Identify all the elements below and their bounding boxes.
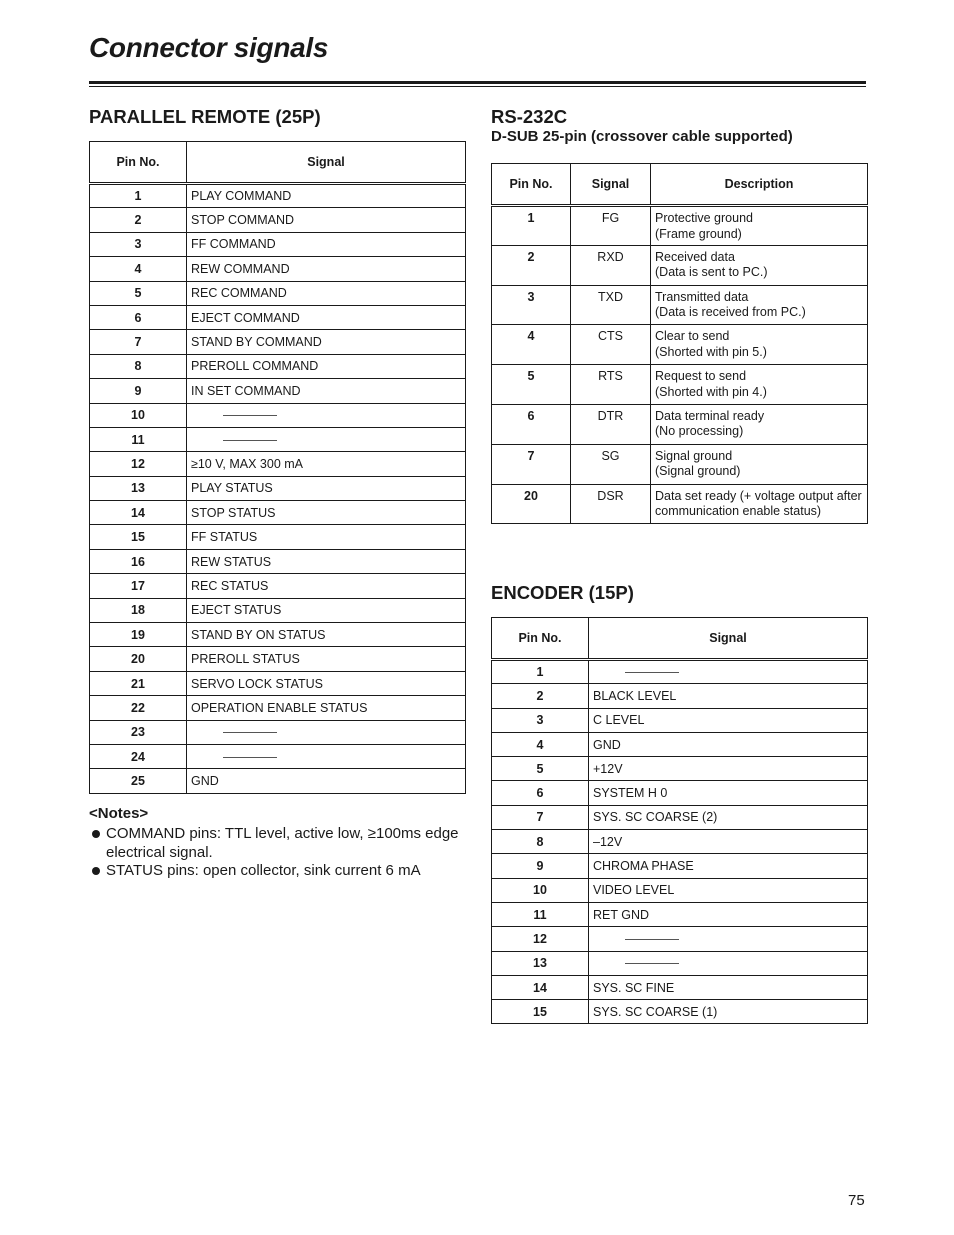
table-header-row [492,618,868,660]
pin-number: 1 [90,184,187,208]
pin-number: 8 [90,354,187,378]
pin-number: 6 [492,781,589,805]
pin-number: 12 [90,452,187,476]
description-line: Request to send [655,369,747,384]
table-row [492,830,868,854]
signal-cell [589,708,868,732]
pin-number: 6 [492,404,571,444]
description-line: (No processing) [655,424,744,439]
pin-number: 3 [492,708,589,732]
table-row [90,232,466,256]
parallel-remote-heading: PARALLEL REMOTE (25P) [89,106,321,127]
pin-number: 21 [90,671,187,695]
signal-name: GND [191,774,219,789]
pin-number: 19 [90,623,187,647]
signal-cell [187,744,466,768]
description-line: Transmitted data [655,289,749,304]
table-row [90,379,466,403]
signal-cell [187,598,466,622]
signal-name: FF COMMAND [191,237,276,252]
pin-number: 13 [492,951,589,975]
pin-number: 10 [492,878,589,902]
signal-cell [187,549,466,573]
table-row [492,1000,868,1024]
table-row [492,325,868,365]
pin-number: 1 [492,660,589,684]
column-header-pin: Pin No. [90,142,187,184]
signal-name: PLAY COMMAND [191,189,292,204]
signal-cell [187,330,466,354]
table-row [492,245,868,285]
table-row [90,744,466,768]
description-cell [651,404,868,444]
signal-cell [589,781,868,805]
pin-number: 22 [90,696,187,720]
pin-number: 2 [492,684,589,708]
signal-cell [589,805,868,829]
signal-name: –12V [593,834,623,849]
description-line: (Shorted with pin 4.) [655,384,767,399]
table-row [492,975,868,999]
table-row [90,598,466,622]
pin-number: 24 [90,744,187,768]
column-header-signal: Signal [571,164,651,206]
column-header-description: Description [651,164,868,206]
description-line: (Signal ground) [655,464,741,479]
table-row [90,671,466,695]
signal-name: STAND BY ON STATUS [191,627,326,642]
table-row [90,549,466,573]
table-header-row [492,164,868,206]
signal-name: TXD [571,285,651,325]
table-row [90,208,466,232]
unused-pin-dash [223,415,277,416]
parallel-remote-table [89,141,466,794]
signal-name: SYSTEM H 0 [593,786,668,801]
signal-cell [187,354,466,378]
table-row [90,501,466,525]
signal-name: STOP STATUS [191,505,276,520]
pin-number: 2 [492,245,571,285]
signal-name: PLAY STATUS [191,481,273,496]
signal-name: RTS [571,365,651,405]
table-header-row [90,142,466,184]
table-row [492,781,868,805]
signal-cell [589,975,868,999]
table-row [492,902,868,926]
pin-number: 25 [90,769,187,793]
table-row [492,732,868,756]
table-row [90,696,466,720]
table-row [90,769,466,793]
signal-name: STOP COMMAND [191,213,295,228]
table-row [90,574,466,598]
signal-name: EJECT STATUS [191,603,282,618]
description-line: Data set ready (+ voltage output after [655,488,862,503]
signal-name: SERVO LOCK STATUS [191,676,323,691]
unused-pin-dash [223,732,277,733]
description-cell [651,444,868,484]
signal-name: FG [571,206,651,246]
table-row [90,330,466,354]
pin-number: 15 [492,1000,589,1024]
table-row [90,623,466,647]
signal-name: +12V [593,761,623,776]
signal-cell [187,305,466,329]
signal-name: REW STATUS [191,554,272,569]
signal-cell [187,452,466,476]
description-cell [651,325,868,365]
signal-cell [589,951,868,975]
signal-name: SYS. SC COARSE (2) [593,810,718,825]
signal-cell [589,830,868,854]
signal-cell [187,525,466,549]
page-number: 75 [848,1192,865,1209]
pin-number: 20 [90,647,187,671]
pin-number: 9 [492,854,589,878]
unused-pin-dash [223,757,277,758]
pin-number: 5 [492,757,589,781]
encoder-table [491,617,868,1024]
column-header-pin: Pin No. [492,164,571,206]
unused-pin-dash [625,939,679,940]
pin-number: 11 [90,427,187,451]
pin-number: 7 [492,444,571,484]
pin-number: 15 [90,525,187,549]
note-text: COMMAND pins: TTL level, active low, ≥100ms edge electrical signal. [106,825,459,861]
table-row [492,444,868,484]
signal-name: CTS [571,325,651,365]
pin-number: 3 [492,285,571,325]
pin-number: 2 [90,208,187,232]
signal-cell [589,1000,868,1024]
pin-number: 6 [90,305,187,329]
notes-list [89,825,465,881]
pin-number: 9 [90,379,187,403]
table-row [90,720,466,744]
signal-cell [589,902,868,926]
signal-cell [589,878,868,902]
signal-name: VIDEO LEVEL [593,883,675,898]
column-header-pin: Pin No. [492,618,589,660]
signal-cell [187,696,466,720]
pin-number: 16 [90,549,187,573]
signal-cell [589,660,868,684]
pin-number: 17 [90,574,187,598]
description-line: Clear to send [655,329,730,344]
pin-number: 12 [492,927,589,951]
table-row [492,206,868,246]
signal-name: CHROMA PHASE [593,859,694,874]
pin-number: 20 [492,484,571,524]
signal-name: REW COMMAND [191,261,290,276]
signal-cell [187,184,466,208]
parallel-remote-rows [90,184,466,794]
description-line: communication enable status) [655,504,822,519]
signal-cell [187,379,466,403]
pin-number: 18 [90,598,187,622]
table-row [492,951,868,975]
table-row [492,285,868,325]
note-item [89,862,465,881]
signal-name: REC STATUS [191,578,269,593]
table-row [90,257,466,281]
pin-number: 1 [492,206,571,246]
signal-cell [187,671,466,695]
signal-cell [187,769,466,793]
signal-name: SG [571,444,651,484]
unused-pin-dash [223,440,277,441]
signal-name: BLACK LEVEL [593,688,677,703]
signal-name: ≥10 V, MAX 300 mA [191,456,304,471]
pin-number: 11 [492,902,589,926]
description-line: Signal ground [655,448,733,463]
signal-cell [187,257,466,281]
description-line: Data terminal ready [655,408,765,423]
signal-cell [187,501,466,525]
table-row [90,647,466,671]
table-row [492,684,868,708]
rs232c-heading: RS-232C [491,106,568,127]
signal-name: STAND BY COMMAND [191,335,322,350]
rs232c-rows [492,206,868,524]
pin-number: 7 [492,805,589,829]
rs232c-table [491,163,868,524]
table-row [90,525,466,549]
description-line: (Data is sent to PC.) [655,265,768,280]
signal-name: IN SET COMMAND [191,383,301,398]
pin-number: 8 [492,830,589,854]
rs232c-subheading: D-SUB 25-pin (crossover cable supported) [491,128,793,145]
bullet-icon [92,830,100,838]
pin-number: 4 [492,732,589,756]
note-text: STATUS pins: open collector, sink current 6 mA [106,862,421,879]
pin-number: 3 [90,232,187,256]
pin-number: 4 [492,325,571,365]
column-header-signal: Signal [187,142,466,184]
signal-name: PREROLL STATUS [191,652,300,667]
description-cell [651,285,868,325]
unused-pin-dash [625,963,679,964]
table-row [492,757,868,781]
table-row [492,484,868,524]
signal-cell [589,684,868,708]
pin-number: 13 [90,476,187,500]
description-line: Protective ground [655,211,753,225]
table-row [90,452,466,476]
signal-name: OPERATION ENABLE STATUS [191,700,368,715]
signal-cell [589,732,868,756]
signal-cell [187,427,466,451]
table-row [90,305,466,329]
description-cell [651,365,868,405]
table-row [492,404,868,444]
signal-name: PREROLL COMMAND [191,359,319,374]
signal-name: RXD [571,245,651,285]
description-line: (Frame ground) [655,226,742,241]
signal-name: GND [593,737,621,752]
pin-number: 7 [90,330,187,354]
pin-number: 14 [90,501,187,525]
signal-name: RET GND [593,907,650,922]
pin-number: 4 [90,257,187,281]
description-cell [651,484,868,524]
table-row [492,365,868,405]
pin-number: 23 [90,720,187,744]
description-cell [651,245,868,285]
signal-cell [589,854,868,878]
signal-name: FF STATUS [191,530,258,545]
description-cell [651,206,868,246]
table-row [492,708,868,732]
signal-cell [187,476,466,500]
signal-cell [187,720,466,744]
signal-name: C LEVEL [593,713,645,728]
signal-name: REC COMMAND [191,286,287,301]
table-row [90,427,466,451]
table-row [90,281,466,305]
signal-name: DSR [571,484,651,524]
signal-cell [589,757,868,781]
pin-number: 10 [90,403,187,427]
pin-number: 5 [492,365,571,405]
table-row [90,476,466,500]
table-row [90,403,466,427]
signal-cell [589,927,868,951]
signal-cell [187,574,466,598]
table-row [90,184,466,208]
table-row [90,354,466,378]
pin-number: 5 [90,281,187,305]
table-row [492,854,868,878]
note-item [89,825,465,862]
title-rule [89,81,866,87]
signal-name: EJECT COMMAND [191,310,300,325]
signal-cell [187,403,466,427]
description-line: Received data [655,249,735,264]
unused-pin-dash [625,672,679,673]
encoder-rows [492,660,868,1024]
signal-cell [187,281,466,305]
notes-title: <Notes> [89,805,149,822]
table-row [492,660,868,684]
column-header-signal: Signal [589,618,868,660]
signal-cell [187,647,466,671]
signal-name: SYS. SC FINE [593,980,675,995]
encoder-heading: ENCODER (15P) [491,582,634,603]
description-line: (Data is received from PC.) [655,305,806,320]
description-line: (Shorted with pin 5.) [655,344,767,359]
page-title: Connector signals [89,32,329,63]
signal-cell [187,623,466,647]
table-row [492,878,868,902]
bullet-icon [92,867,100,875]
table-row [492,805,868,829]
signal-cell [187,232,466,256]
signal-name: DTR [571,404,651,444]
pin-number: 14 [492,975,589,999]
table-row [492,927,868,951]
signal-cell [187,208,466,232]
signal-name: SYS. SC COARSE (1) [593,1004,718,1019]
